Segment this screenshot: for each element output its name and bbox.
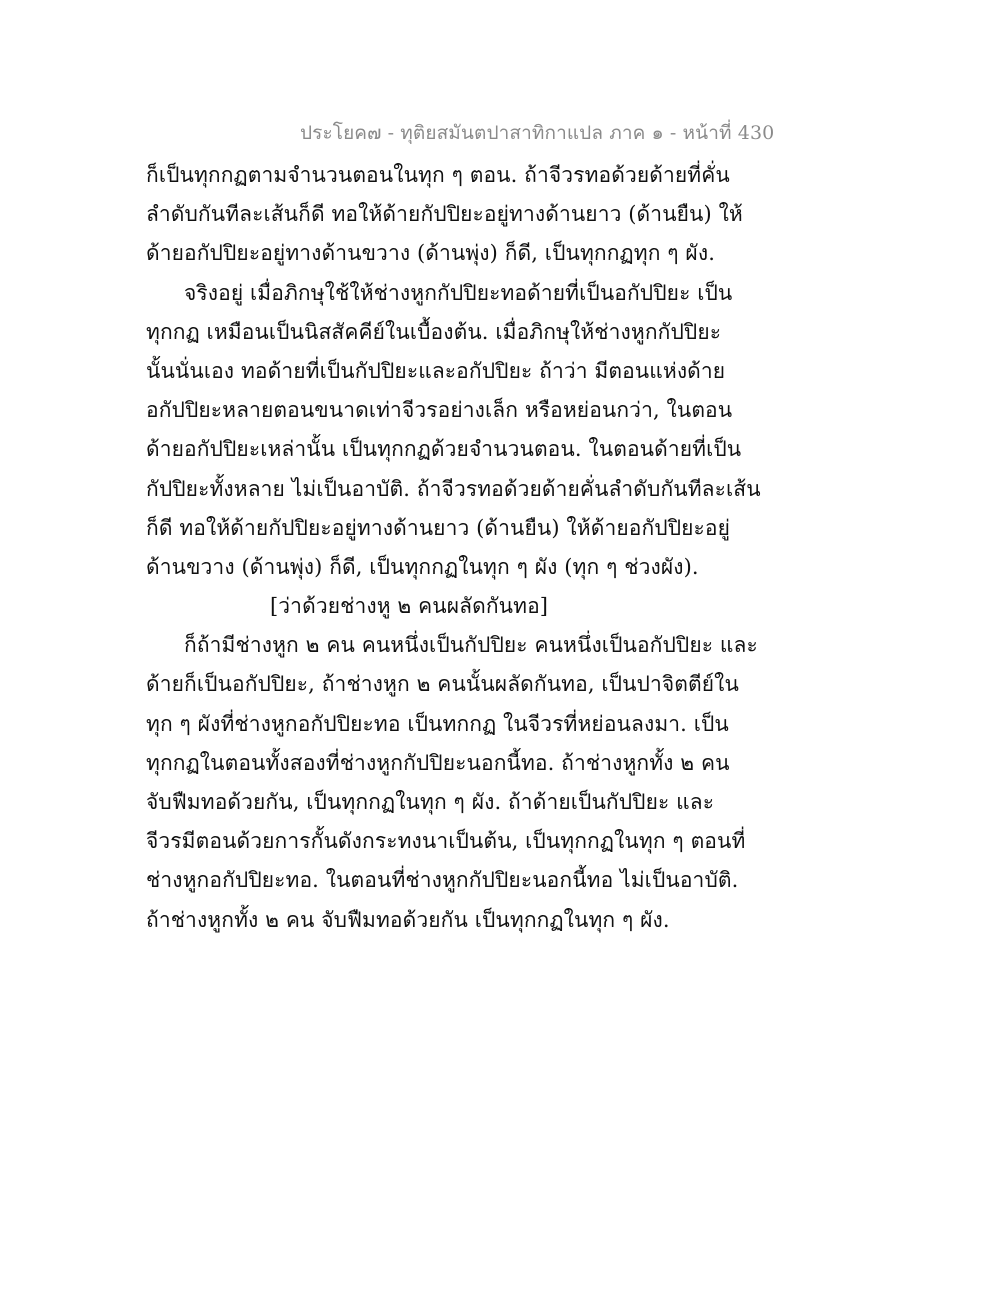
text-line: ถ้าช่างหูกทั้ง ๒ คน จับฟืมทอด้วยกัน เป็นทุกกฏในทุก ๆ ผัง. [146, 907, 670, 932]
text-line: ทุกกฏ เหมือนเป็นนิสสัคคีย์ในเบื้องต้น. เมื่อภิกษุให้ช่างหูกกัปปิยะ [146, 319, 722, 344]
text-line: จับฟืมทอด้วยกัน, เป็นทุกกฏในทุก ๆ ผัง. ถ้าด้ายเป็นกัปปิยะ และ [146, 790, 715, 814]
text-line: นั้นนั่นเอง ทอด้ายที่เป็นกัปปิยะและอกัปปิยะ ถ้าว่า มีตอนแห่งด้าย [146, 358, 726, 383]
text-line: ทุก ๆ ผังที่ช่างหูกอกัปปิยะทอ เป็นทกกฏ ในจีวรที่หย่อนลงมา. เป็น [146, 711, 729, 736]
body-text [146, 156, 761, 940]
text-line: กัปปิยะทั้งหลาย ไม่เป็นอาบัติ. ถ้าจีวรทอด้วยด้ายคั่นลำดับกันทีละเส้น [146, 476, 761, 501]
text-line: จีวรมีตอนด้วยการกั้นดังกระทงนาเป็นต้น, เป็นทุกกฏในทุก ๆ ตอนที่ [146, 829, 746, 854]
section-subheading: [ว่าด้วยช่างหู ๒ คนผลัดกันทอ] [270, 594, 549, 619]
paragraph-first-line: ก็ถ้ามีช่างหูก ๒ คน คนหนึ่งเป็นกัปปิยะ คนหนึ่งเป็นอกัปปิยะ และ [184, 633, 758, 658]
text-line: ด้ายก็เป็นอกัปปิยะ, ถ้าช่างหูก ๒ คนนั้นผลัดกันทอ, เป็นปาจิตตีย์ใน [146, 672, 739, 697]
text-line: ก็เป็นทุกกฏตามจำนวนตอนในทุก ๆ ตอน. ถ้าจีวรทอด้วยด้ายที่คั่น [146, 163, 730, 187]
text-line: ช่างหูกอกัปปิยะทอ. ในตอนที่ช่างหูกกัปปิยะนอกนี้ทอ ไม่เป็นอาบัติ. [146, 868, 739, 893]
text-line: อกัปปิยะหลายตอนขนาดเท่าจีวรอย่างเล็ก หรือหย่อนกว่า, ในตอน [146, 398, 733, 423]
paragraph-first-line: จริงอยู่ เมื่อภิกษุใช้ให้ช่างหูกกัปปิยะทอด้ายที่เป็นอกัปปิยะ เป็น [184, 280, 733, 305]
running-header: ประโยค๗ - ทุติยสมันตปาสาทิกาแปล ภาค ๑ - หน้าที่ 430 [300, 122, 775, 144]
text-line: ด้านขวาง (ด้านพุ่ง) ก็ดี, เป็นทุกกฏในทุก ๆ ผัง (ทุก ๆ ช่วงผัง). [146, 554, 699, 579]
text-line: ทุกกฏในตอนทั้งสองที่ช่างหูกกัปปิยะนอกนี้ทอ. ถ้าช่างหูกทั้ง ๒ คน [146, 750, 730, 775]
text-line: ลำดับกันทีละเส้นก็ดี ทอให้ด้ายกัปปิยะอยู่ทางด้านยาว (ด้านยืน) ให้ [146, 202, 743, 227]
text-line: ด้ายอกัปปิยะอยู่ทางด้านขวาง (ด้านพุ่ง) ก็ดี, เป็นทุกกฏทุก ๆ ผัง. [146, 241, 715, 266]
text-line: ก็ดี ทอให้ด้ายกัปปิยะอยู่ทางด้านยาว (ด้านยืน) ให้ด้ายอกัปปิยะอยู่ [146, 515, 731, 540]
text-line: ด้ายอกัปปิยะเหล่านั้น เป็นทุกกฏด้วยจำนวนตอน. ในตอนด้ายที่เป็น [146, 437, 742, 462]
